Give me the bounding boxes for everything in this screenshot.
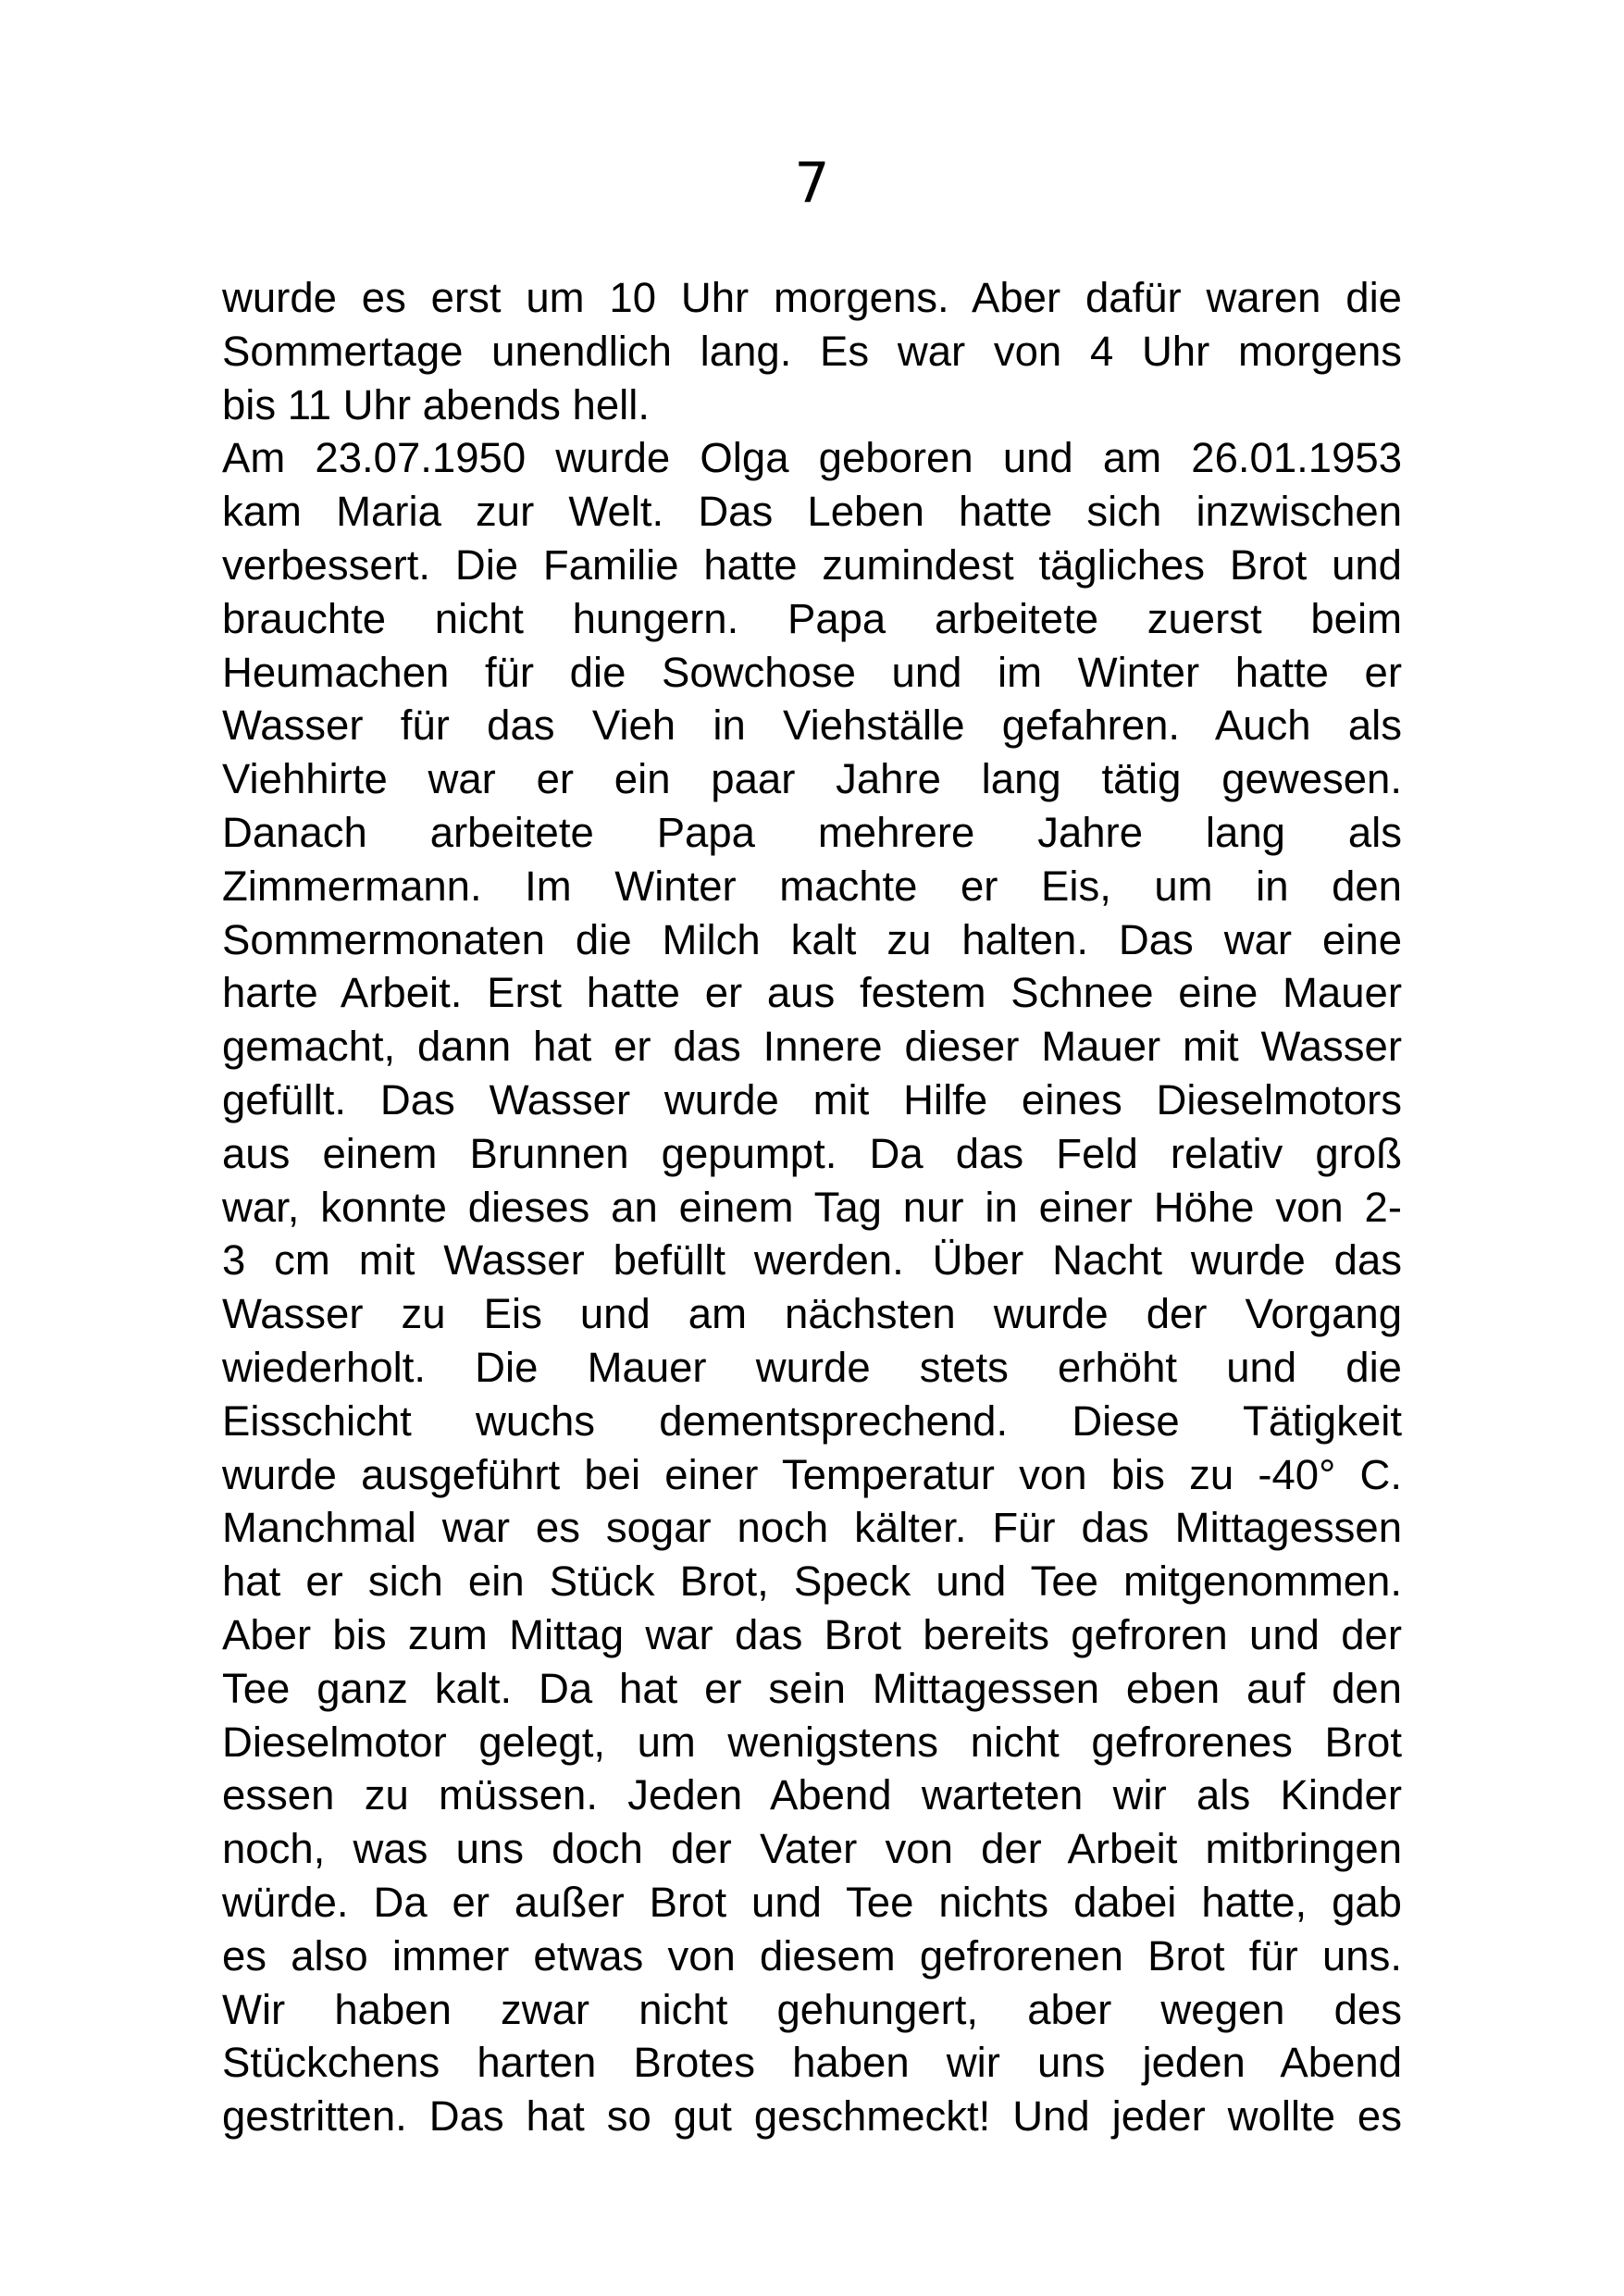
text-line: Tee ganz kalt. Da hat er sein Mittagessen eben auf den bbox=[222, 1664, 1402, 1712]
text-line: noch, was uns doch der Vater von der Arbeit mitbringen bbox=[222, 1825, 1402, 1873]
text-line: Stückchens harten Brotes haben wir uns jeden Abend bbox=[222, 2039, 1402, 2087]
text-line: Zimmermann. Im Winter machte er Eis, um in den bbox=[222, 862, 1402, 910]
text-line: Dieselmotor gelegt, um wenigstens nicht gefrorenes Brot bbox=[222, 1718, 1402, 1766]
text-line: Wir haben zwar nicht gehungert, aber wegen des bbox=[222, 1985, 1402, 2033]
text-line: Am 23.07.1950 wurde Olga geboren und am 26.01.1953 bbox=[222, 434, 1402, 482]
text-line: gestritten. Das hat so gut geschmeckt! Und jeder wollte es bbox=[222, 2092, 1402, 2141]
text-line: essen zu müssen. Jeden Abend warteten wir als Kinder bbox=[222, 1771, 1402, 1819]
text-line: gemacht, dann hat er das Innere dieser Mauer mit Wasser bbox=[222, 1023, 1402, 1071]
text-line: wiederholt. Die Mauer wurde stets erhöht und die bbox=[222, 1343, 1402, 1391]
text-line: es also immer etwas von diesem gefrorenen Brot für uns. bbox=[222, 1931, 1402, 1980]
text-line: Eisschicht wuchs dementsprechend. Diese Tätigkeit bbox=[222, 1396, 1402, 1445]
text-line: gefüllt. Das Wasser wurde mit Hilfe eines Dieselmotors bbox=[222, 1075, 1402, 1123]
body-text bbox=[222, 271, 1402, 2143]
text-line: Sommertage unendlich lang. Es war von 4 Uhr morgens bbox=[222, 327, 1402, 375]
paragraph-1 bbox=[222, 271, 1402, 431]
text-line: brauchte nicht hungern. Papa arbeitete zuerst beim bbox=[222, 594, 1402, 642]
text-line: verbessert. Die Familie hatte zumindest tägliches Brot und bbox=[222, 540, 1402, 589]
text-line: Viehhirte war er ein paar Jahre lang tätig gewesen. bbox=[222, 755, 1402, 803]
paragraph-2 bbox=[222, 431, 1402, 2143]
text-line: Aber bis zum Mittag war das Brot bereits gefroren und der bbox=[222, 1610, 1402, 1658]
text-line: kam Maria zur Welt. Das Leben hatte sich inzwischen bbox=[222, 488, 1402, 536]
text-line: wurde es erst um 10 Uhr morgens. Aber dafür waren die bbox=[222, 274, 1402, 321]
text-line: Wasser zu Eis und am nächsten wurde der Vorgang bbox=[222, 1290, 1402, 1338]
text-line: Wasser für das Vieh in Viehställe gefahren. Auch als bbox=[222, 701, 1402, 750]
text-line: Sommermonaten die Milch kalt zu halten. Das war eine bbox=[222, 915, 1402, 963]
text-line: Danach arbeitete Papa mehrere Jahre lang als bbox=[222, 808, 1402, 856]
text-line: hat er sich ein Stück Brot, Speck und Tee mitgenommen. bbox=[222, 1558, 1402, 1606]
text-line: 3 cm mit Wasser befüllt werden. Über Nacht wurde das bbox=[222, 1236, 1402, 1285]
text-line: Manchmal war es sogar noch kälter. Für das Mittagessen bbox=[222, 1504, 1402, 1552]
text-line: harte Arbeit. Erst hatte er aus festem Schnee eine Mauer bbox=[222, 969, 1402, 1017]
text-line: aus einem Brunnen gepumpt. Da das Feld relativ groß bbox=[222, 1129, 1402, 1177]
text-line: Heumachen für die Sowchose und im Winter hatte er bbox=[222, 648, 1402, 696]
page-number: 7 bbox=[794, 151, 830, 216]
text-line: bis 11 Uhr abends hell. bbox=[222, 380, 651, 428]
text-line: war, konnte dieses an einem Tag nur in einer Höhe von 2- bbox=[222, 1183, 1402, 1231]
text-line: würde. Da er außer Brot und Tee nichts dabei hatte, gab bbox=[222, 1878, 1402, 1926]
text-line: wurde ausgeführt bei einer Temperatur von bis zu -40° C. bbox=[222, 1450, 1402, 1498]
